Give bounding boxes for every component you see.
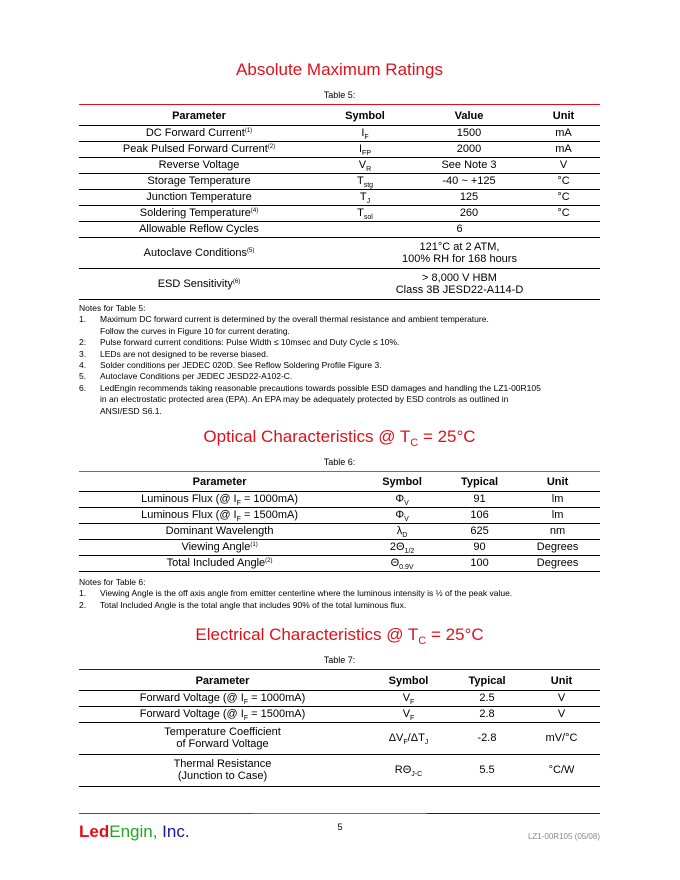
symbol-cell: $T_J$ (319, 189, 411, 205)
typical-cell: 100 (444, 555, 515, 571)
unit-cell: °C/W (523, 754, 600, 786)
note-item: 2: Pulse forward current conditions: Pulse Width ≤ 10msec and Duty Cycle ≤ 10%. (79, 337, 400, 348)
note-item: 1. Maximum DC forward current is determined by the overall thermal resistance and ambient temperature. Follow the curves in Figure 10 for current derating. (79, 314, 489, 336)
table6-caption: Table 6: (323, 457, 356, 467)
table-row (79, 205, 600, 221)
table6-header-row (79, 474, 600, 491)
table-row (79, 706, 600, 722)
table5-header-parameter: Parameter (79, 107, 319, 125)
symbol-cell: $\Phi_V$ (360, 507, 444, 523)
note-item: 2. Total Included Angle is the total angle that includes 90% of the total luminous flux. (79, 599, 407, 610)
parameter-cell: Allowable Reflow Cycles (79, 221, 319, 237)
table-row (79, 491, 600, 507)
typical-cell: 90 (444, 539, 515, 555)
unit-cell: Degrees (515, 539, 600, 555)
unit-cell: mA (527, 141, 600, 157)
table-row (79, 555, 600, 571)
absolute-max-ratings-title: Absolute Maximum Ratings (236, 60, 443, 79)
note-item: 6. LedEngin recommends taking reasonable precautions towards possible ESD damages and handling the LZ1-00R105 in an electrostatic protected area (EPA). An EPA may be adequately protected by ESD controls as outlined in ANSI/ESD S6.1. (79, 382, 541, 416)
unit-cell: V (527, 157, 600, 173)
table5-top-rule (79, 104, 600, 105)
parameter-cell: Luminous Flux (@ $I_F = 1000mA$) (79, 491, 360, 507)
page-number: 5 (337, 822, 343, 832)
table6-top-rule (79, 471, 600, 472)
document-id: LZ1-00R105 (05/08) (527, 832, 600, 841)
note-item: 4. Solder conditions per JEDEC 020D. See Reflow Soldering Profile Figure 3. (79, 360, 382, 371)
symbol-cell: $\Theta_{0.9V}$ (360, 555, 444, 571)
electrical-characteristics-title: Electrical Characteristics @ $T_C = 25^\circ C$ (195, 625, 484, 647)
unit-cell: lm (515, 507, 600, 523)
symbol-cell: $V_F$ (366, 706, 451, 722)
table-row (79, 141, 600, 157)
table7-header-parameter: Parameter (79, 672, 366, 690)
note-item: 5. Autoclave Conditions per JEDEC JESD22-A102-C. (79, 371, 293, 382)
parameter-cell: Forward Voltage (@ $I_F = 1500mA$) (79, 706, 366, 722)
table-row (79, 523, 600, 539)
value-cell: 125 (411, 189, 527, 205)
table-row (79, 237, 600, 268)
typical-cell: 625 (444, 523, 515, 539)
table5-header-row (79, 107, 600, 125)
unit-cell: nm (515, 523, 600, 539)
symbol-cell: $I_{FP}$ (319, 141, 411, 157)
symbol-cell: $V_R$ (319, 157, 411, 173)
table-row (79, 157, 600, 173)
table7-electrical-characteristics (79, 672, 600, 787)
unit-cell: °C (527, 205, 600, 221)
table6-header-parameter: Parameter (79, 474, 360, 491)
table7-header-typical: Typical (451, 672, 523, 690)
unit-cell: °C (527, 173, 600, 189)
table6-header-unit: Unit (515, 474, 600, 491)
table-row (79, 507, 600, 523)
parameter-cell: ESD Sensitivity$^{(6)}$ (79, 268, 319, 299)
parameter-cell: Luminous Flux (@ $I_F = 1500mA$) (79, 507, 360, 523)
symbol-cell: $T_{sol}$ (319, 205, 411, 221)
symbol-cell: $2\Theta_{1/2}$ (360, 539, 444, 555)
value-cell: See Note 3 (411, 157, 527, 173)
value-cell: 260 (411, 205, 527, 221)
symbol-cell: $I_F$ (319, 125, 411, 141)
table6-header-symbol: Symbol (360, 474, 444, 491)
unit-cell: Degrees (515, 555, 600, 571)
table6-header-typical: Typical (444, 474, 515, 491)
typical-cell: -2.8 (451, 722, 523, 754)
parameter-cell: Thermal Resistance (Junction to Case) (79, 754, 366, 786)
parameter-cell: Total Included Angle$^{(2)}$ (79, 555, 360, 571)
typical-cell: 106 (444, 507, 515, 523)
table5-header-symbol: Symbol (319, 107, 411, 125)
optical-characteristics-title: Optical Characteristics @ $T_C = 25^\circ C$ (203, 427, 476, 449)
table5-header-unit: Unit (527, 107, 600, 125)
table6-notes (79, 577, 600, 611)
table-row (79, 125, 600, 141)
ledengin-logo: LedEngin, Inc. (79, 822, 190, 841)
parameter-cell: Storage Temperature (79, 173, 319, 189)
typical-cell: 2.5 (451, 690, 523, 706)
table7-header-row (79, 672, 600, 690)
parameter-cell: Viewing Angle$^{(1)}$ (79, 539, 360, 555)
symbol-cell: $R\Theta_{J-C}$ (366, 754, 451, 786)
table5-absolute-max-ratings (79, 107, 600, 300)
table-row (79, 539, 600, 555)
parameter-cell: Reverse Voltage (79, 157, 319, 173)
table-row (79, 690, 600, 706)
unit-cell: V (523, 690, 600, 706)
unit-cell: mV/°C (523, 722, 600, 754)
note-item: 3. LEDs are not designed to be reverse biased. (79, 348, 269, 359)
symbol-cell: $\Delta V_F/\Delta T_J$ (366, 722, 451, 754)
parameter-cell: Soldering Temperature$^{(4)}$ (79, 205, 319, 221)
table7-header-symbol: Symbol (366, 672, 451, 690)
typical-cell: 91 (444, 491, 515, 507)
value-cell: 1500 (411, 125, 527, 141)
table-row (79, 189, 600, 205)
symbol-cell: $V_F$ (366, 690, 451, 706)
value-cell: -40 ~ +125 (411, 173, 527, 189)
symbol-cell: $\Phi_V$ (360, 491, 444, 507)
table-row (79, 754, 600, 786)
parameter-cell: DC Forward Current$^{(1)}$ (79, 125, 319, 141)
value-cell: 6 (319, 221, 600, 237)
parameter-cell: Peak Pulsed Forward Current$^{(2)}$ (79, 141, 319, 157)
parameter-cell: Autoclave Conditions$^{(5)}$ (79, 237, 319, 268)
value-cell: 121°C at 2 ATM, 100% RH for 168 hours (319, 237, 600, 268)
unit-cell: V (523, 706, 600, 722)
table7-header-unit: Unit (523, 672, 600, 690)
notes-title: Notes for Table 6: (79, 577, 146, 587)
parameter-cell: Temperature Coefficient of Forward Voltage (79, 722, 366, 754)
unit-cell: mA (527, 125, 600, 141)
parameter-cell: Forward Voltage (@ $I_F = 1000mA$) (79, 690, 366, 706)
footer-tricolor-rule (79, 813, 600, 814)
table-row (79, 722, 600, 754)
table5-header-value: Value (411, 107, 527, 125)
notes-title: Notes for Table 5: (79, 303, 146, 313)
table7-caption: Table 7: (323, 655, 356, 665)
table6-optical-characteristics (79, 474, 600, 572)
table5-notes (79, 303, 600, 417)
parameter-cell: Dominant Wavelength (79, 523, 360, 539)
table-row (79, 221, 600, 237)
typical-cell: 5.5 (451, 754, 523, 786)
table5-caption: Table 5: (323, 90, 356, 100)
note-item: 1. Viewing Angle is the off axis angle from emitter centerline where the luminous intensity is ½ of the peak value. (79, 588, 513, 599)
unit-cell: °C (527, 189, 600, 205)
typical-cell: 2.8 (451, 706, 523, 722)
parameter-cell: Junction Temperature (79, 189, 319, 205)
table7-top-rule (79, 669, 600, 670)
value-cell: > 8,000 V HBM Class 3B JESD22-A114-D (319, 268, 600, 299)
unit-cell: lm (515, 491, 600, 507)
table-row (79, 268, 600, 299)
table-row (79, 173, 600, 189)
value-cell: 2000 (411, 141, 527, 157)
symbol-cell: $\lambda_D$ (360, 523, 444, 539)
symbol-cell: $T_{stg}$ (319, 173, 411, 189)
